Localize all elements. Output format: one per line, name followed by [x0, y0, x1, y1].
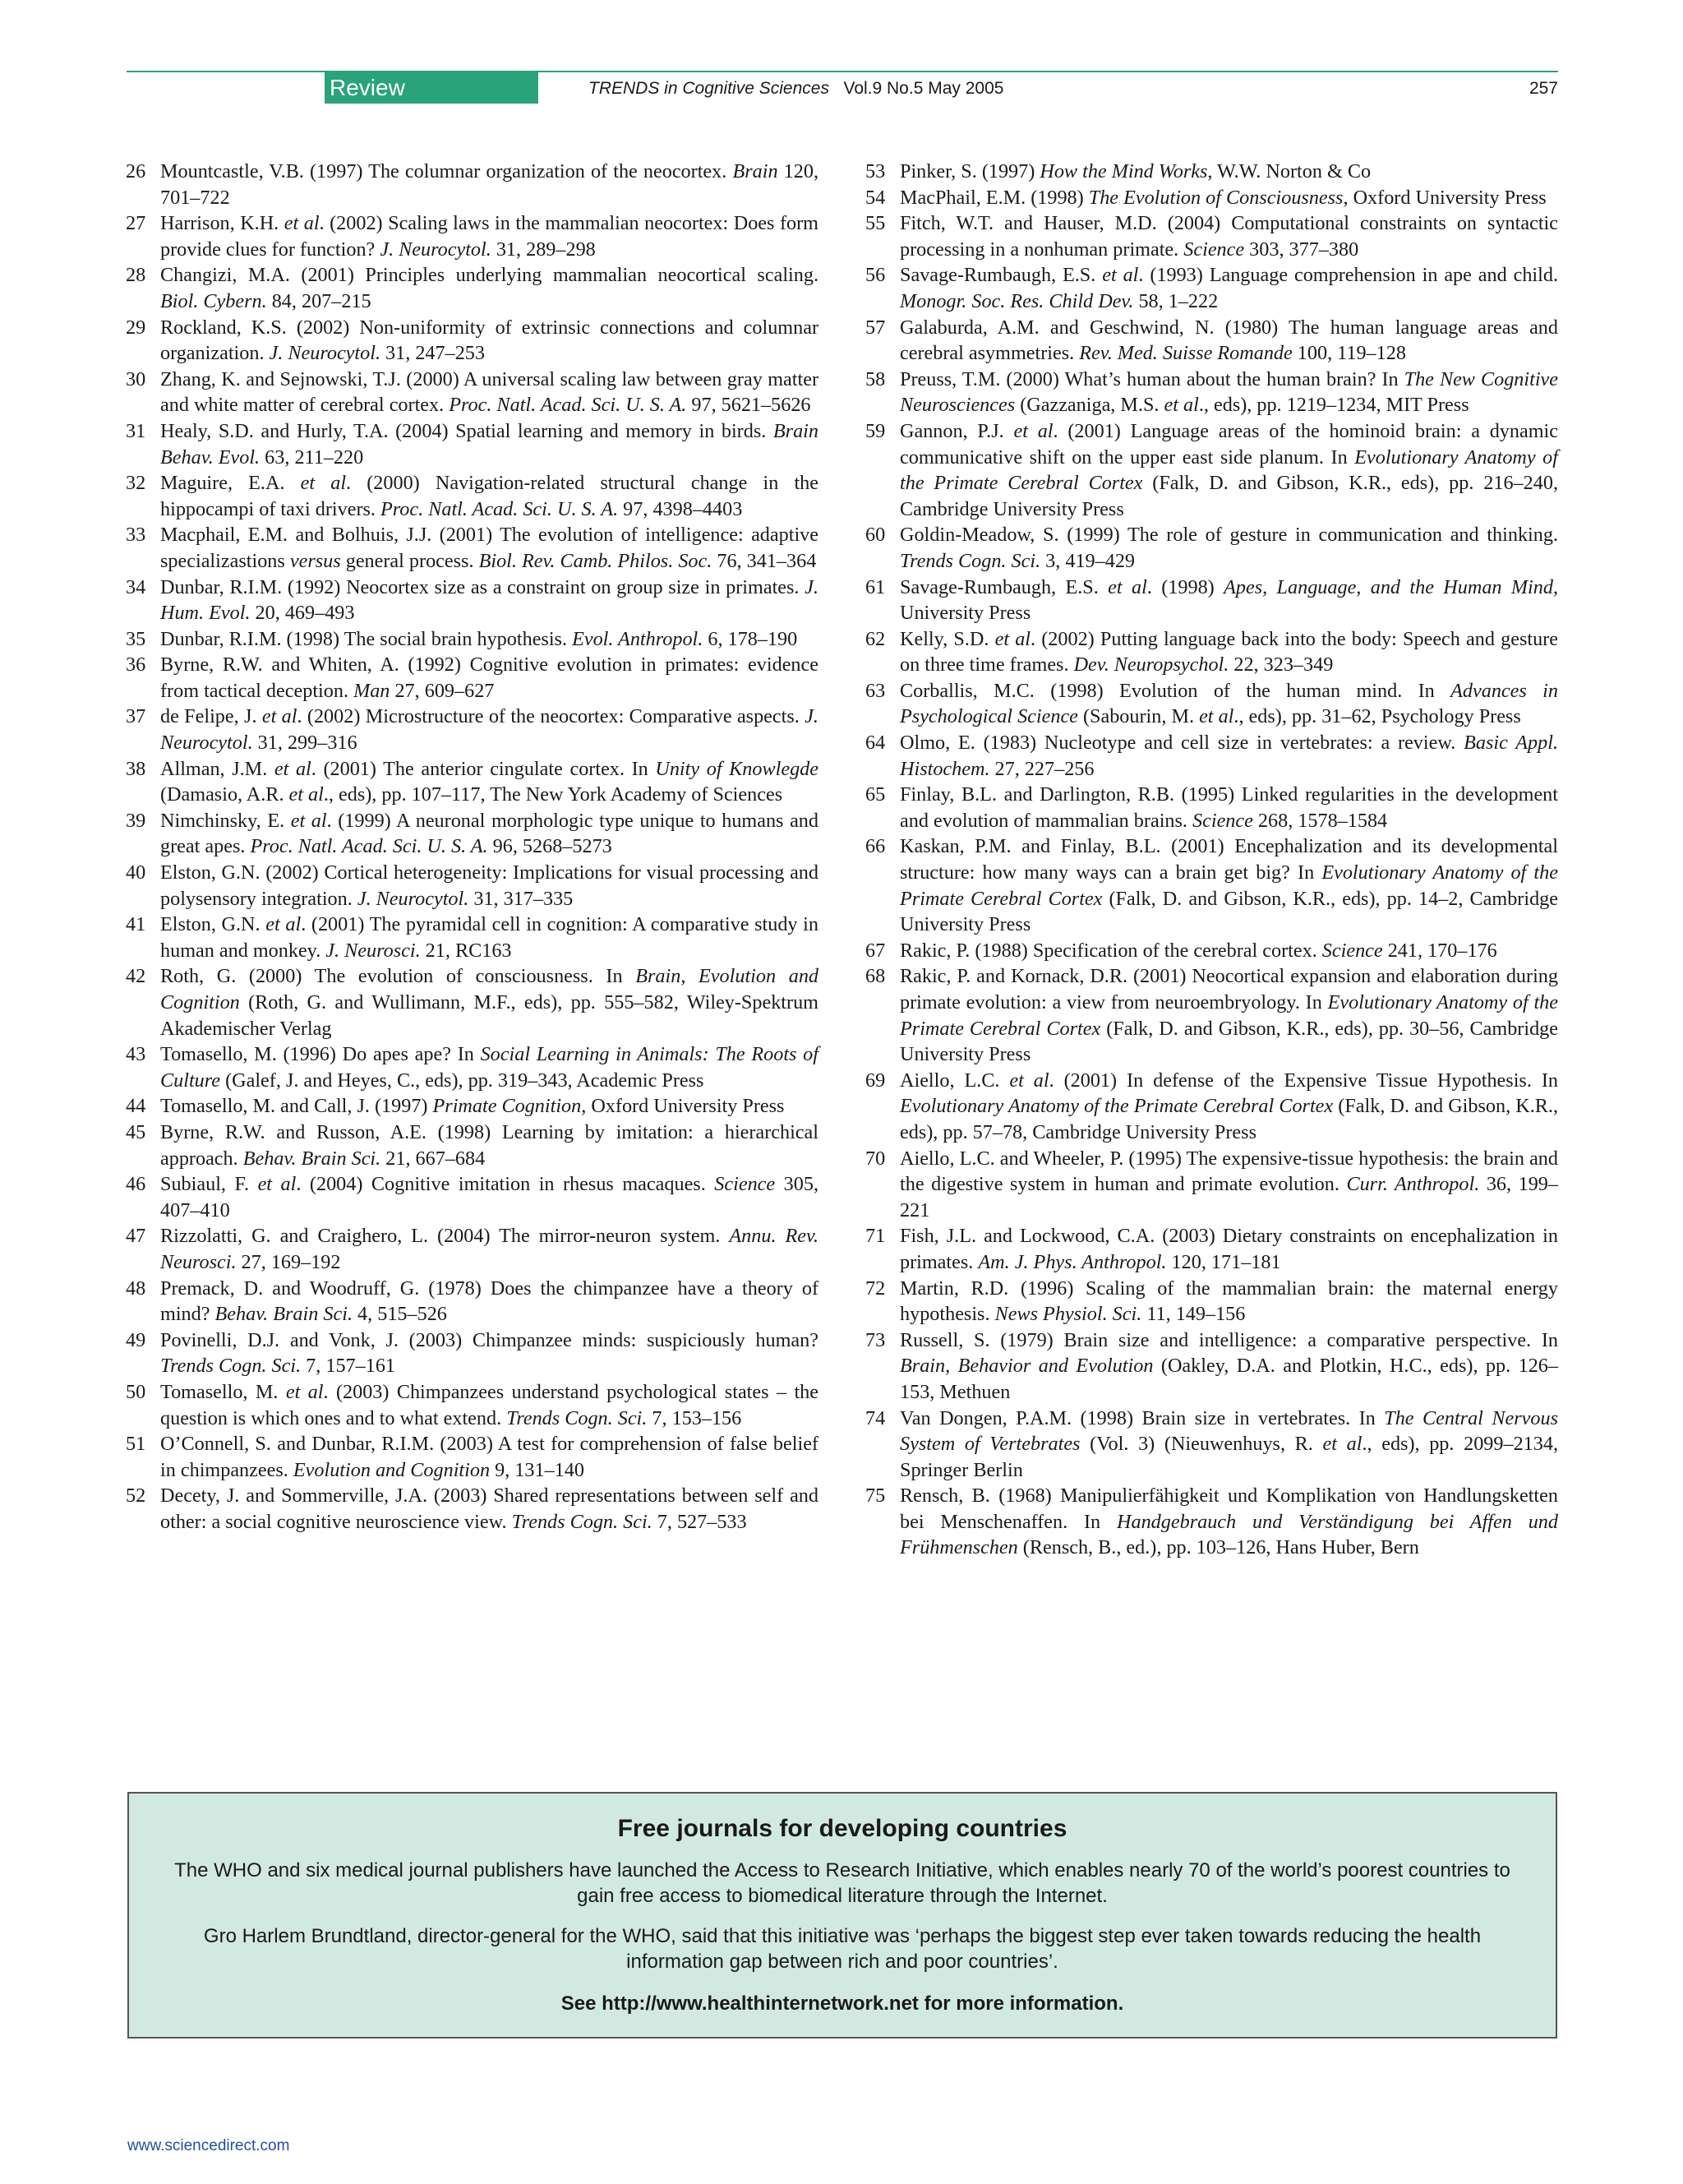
reference-text: de Felipe, J. et al. (2002) Microstructure of the neocortex: Comparative aspects. J. Neurocytol. 31, 299–316: [160, 705, 818, 755]
reference-text: Van Dongen, P.A.M. (1998) Brain size in vertebrates. In The Central Nervous System of Vertebrates (Vol. 3) (Nieuwenhuys, R. et al., eds), pp. 2099–2134, Springer Berlin: [900, 1406, 1559, 1481]
reference-text: Byrne, R.W. and Whiten, A. (1992) Cognitive evolution in primates: evidence from tactical deception. Man 27, 609–627: [160, 653, 818, 702]
reference-number: 36: [126, 653, 146, 676]
reference-item: [865, 678, 1558, 730]
reference-text: Preuss, T.M. (2000) What’s human about the human brain? In The New Cognitive Neurosciences (Gazzaniga, M.S. et al., eds), pp. 1219–1234, MIT Press: [900, 367, 1559, 417]
reference-number: 49: [126, 1328, 146, 1351]
reference-item: [126, 262, 818, 314]
reference-text: Maguire, E.A. et al. (2000) Navigation-related structural change in the hippocampi of taxi drivers. Proc. Natl. Acad. Sci. U. S. A. 97, 4398–4403: [160, 472, 818, 520]
reference-number: 56: [865, 264, 886, 287]
reference-text: Corballis, M.C. (1998) Evolution of the human mind. In Advances in Psychological Science (Sabourin, M. et al., eds), pp. 31–62, Psychology Press: [900, 679, 1559, 728]
reference-number: 61: [865, 575, 886, 598]
reference-text: Zhang, K. and Sejnowski, T.J. (2000) A universal scaling law between gray matter and white matter of cerebral cortex. Proc. Natl. Acad. Sci. U. S. A. 97, 5621–5626: [160, 367, 818, 417]
reference-number: 41: [126, 913, 146, 936]
reference-text: Tomasello, M. and Call, J. (1997) Primate Cognition, Oxford University Press: [160, 1095, 785, 1118]
reference-item: [865, 1223, 1558, 1275]
reference-item: [126, 1379, 818, 1431]
reference-number: 32: [126, 472, 146, 495]
reference-text: Dunbar, R.I.M. (1992) Neocortex size as a constraint on group size in primates. J. Hum. Evol. 20, 469–493: [160, 575, 818, 625]
reference-item: [126, 159, 818, 210]
reference-item: [865, 159, 1558, 185]
reference-item: [126, 210, 818, 262]
reference-number: 64: [865, 732, 886, 755]
reference-text: Elston, G.N. et al. (2001) The pyramidal cell in cognition: A comparative study in human and monkey. J. Neurosci. 21, RC163: [160, 913, 818, 962]
reference-text: Allman, J.M. et al. (2001) The anterior cingulate cortex. In Unity of Knowlegde (Damasio, A.R. et al., eds), pp. 107–117, The New York Academy of Sciences: [160, 757, 818, 806]
reference-text: Rensch, B. (1968) Manipulierfähigkeit und Komplikation von Handlungsketten bei Menschenaffen. In Handgebrauch und Verständigung bei Affen und Frühmenschen (Rensch, B., ed.), pp. 103–126, Hans Huber, Bern: [900, 1484, 1558, 1559]
reference-number: 43: [126, 1043, 146, 1066]
reference-item: [865, 210, 1558, 262]
reference-number: 35: [126, 627, 146, 650]
reference-text: Nimchinsky, E. et al. (1999) A neuronal morphologic type unique to humans and great apes. Proc. Natl. Acad. Sci. U. S. A. 96, 5268–5273: [160, 809, 818, 858]
reference-item: [126, 704, 818, 755]
reference-number: 69: [865, 1069, 886, 1092]
reference-item: [126, 912, 818, 963]
reference-item: [126, 575, 818, 626]
reference-number: 53: [865, 160, 886, 182]
reference-number: 28: [126, 264, 146, 287]
reference-number: 67: [865, 939, 886, 962]
reference-text: Gannon, P.J. et al. (2001) Language areas of the hominoid brain: a dynamic communicative shift on the upper east side planum. In Evolutionary Anatomy of the Primate Cerebral Cortex (Falk, D. and Gibson, K.R., eds), pp. 216–240, Cambridge University Press: [900, 419, 1558, 520]
reference-text: Galaburda, A.M. and Geschwind, N. (1980) The human language areas and cerebral asymmetries. Rev. Med. Suisse Romande 100, 119–128: [900, 316, 1558, 365]
reference-text: Changizi, M.A. (2001) Principles underlying mammalian neocortical scaling. Biol. Cybern. 84, 207–215: [160, 264, 818, 312]
reference-item: [126, 418, 818, 470]
reference-text: Aiello, L.C. and Wheeler, P. (1995) The expensive-tissue hypothesis: the brain and the digestive system in human and primate evolution. Curr. Anthropol. 36, 199–221: [900, 1147, 1558, 1221]
reference-text: Savage-Rumbaugh, E.S. et al. (1993) Language comprehension in ape and child. Monogr. Soc. Res. Child Dev. 58, 1–222: [900, 264, 1559, 312]
reference-text: Aiello, L.C. et al. (2001) In defense of the Expensive Tissue Hypothesis. In Evolutionary Anatomy of the Primate Cerebral Cortex (Falk, D. and Gibson, K.R., eds), pp. 57–78, Cambridge University Press: [900, 1069, 1558, 1143]
notice-more-info: See http://www.healthinternetwork.net for more information.: [560, 1992, 1124, 2015]
reference-text: Kelly, S.D. et al. (2002) Putting language back into the body: Speech and gesture on three time frames. Dev. Neuropsychol. 22, 323–349: [900, 627, 1558, 676]
reference-number: 54: [865, 186, 886, 209]
reference-item: [865, 262, 1558, 314]
reference-item: [126, 470, 818, 522]
reference-item: [126, 1093, 818, 1120]
reference-number: 68: [865, 965, 886, 988]
reference-item: [126, 963, 818, 1041]
reference-text: Finlay, B.L. and Darlington, R.B. (1995) Linked regularities in the development and evolution of mammalian brains. Science 268, 1578–1584: [900, 783, 1558, 832]
reference-text: Tomasello, M. et al. (2003) Chimpanzees understand psychological states – the question is which ones and to what extend. Trends Cogn. Sci. 7, 153–156: [160, 1380, 818, 1429]
reference-item: [865, 963, 1558, 1067]
reference-item: [126, 1431, 818, 1483]
reference-number: 59: [865, 419, 886, 442]
reference-number: 73: [865, 1328, 886, 1351]
reference-number: 52: [126, 1484, 146, 1508]
reference-number: 30: [126, 367, 146, 390]
section-label: Review: [325, 72, 538, 104]
reference-item: [126, 652, 818, 704]
reference-text: Russell, S. (1979) Brain size and intelligence: a comparative perspective. In Brain, Behavior and Evolution (Oakley, D.A. and Plotkin, H.C., eds), pp. 126–153, Methuen: [900, 1328, 1558, 1403]
reference-item: [865, 1406, 1558, 1484]
reference-number: 38: [126, 757, 146, 780]
reference-text: Rizzolatti, G. and Craighero, L. (2004) The mirror-neuron system. Annu. Rev. Neurosci. 27, 169–192: [160, 1225, 818, 1273]
reference-text: Tomasello, M. (1996) Do apes ape? In Social Learning in Animals: The Roots of Culture (Galef, J. and Heyes, C., eds), pp. 319–343, Academic Press: [160, 1043, 818, 1092]
reference-number: 45: [126, 1120, 146, 1143]
reference-item: [126, 315, 818, 367]
reference-text: Pinker, S. (1997) How the Mind Works, W.W. Norton & Co: [900, 160, 1372, 182]
reference-item: [865, 833, 1558, 937]
notice-paragraph: The WHO and six medical journal publishers have launched the Access to Research Initiative, which enables nearly 70 of the world’s poorest countries to gain free access to biomedical literature through the Internet.: [174, 1859, 1510, 1907]
reference-number: 62: [865, 627, 886, 650]
reference-text: Kaskan, P.M. and Finlay, B.L. (2001) Encephalization and its developmental structure: how many ways can a brain get big? In Evolutionary Anatomy of the Primate Cerebral Cortex (Falk, D. and Gibson, K.R., eds), pp. 14–2, Cambridge University Press: [900, 835, 1558, 936]
reference-item: [126, 1171, 818, 1223]
reference-text: MacPhail, E.M. (1998) The Evolution of Consciousness, Oxford University Press: [900, 186, 1547, 209]
notice-title: Free journals for developing countries: [617, 1815, 1067, 1842]
reference-item: [865, 1483, 1558, 1561]
reference-number: 60: [865, 524, 886, 547]
reference-number: 33: [126, 524, 146, 547]
reference-item: [865, 522, 1558, 574]
reference-item: [865, 730, 1558, 782]
reference-column-left: [126, 159, 818, 1535]
reference-text: Rockland, K.S. (2002) Non-uniformity of extrinsic connections and columnar organization. J. Neurocytol. 31, 247–253: [160, 316, 818, 365]
reference-item: [126, 1327, 818, 1379]
reference-item: [126, 1223, 818, 1275]
reference-number: 37: [126, 705, 146, 728]
reference-item: [126, 367, 818, 418]
reference-text: Povinelli, D.J. and Vonk, J. (2003) Chimpanzee minds: suspiciously human? Trends Cogn. Sci. 7, 157–161: [160, 1328, 818, 1378]
reference-number: 75: [865, 1484, 886, 1508]
reference-number: 39: [126, 809, 146, 832]
reference-number: 66: [865, 835, 886, 858]
reference-number: 44: [126, 1095, 146, 1118]
reference-number: 40: [126, 861, 146, 884]
reference-number: 46: [126, 1173, 146, 1196]
page-number: 257: [1529, 79, 1558, 98]
reference-number: 55: [865, 212, 886, 235]
reference-text: Roth, G. (2000) The evolution of consciousness. In Brain, Evolution and Cognition (Roth, G. and Wullimann, M.F., eds), pp. 555–582, Wiley-Spektrum Akademischer Verlag: [160, 965, 819, 1040]
reference-text: Subiaul, F. et al. (2004) Cognitive imitation in rhesus macaques. Science 305, 407–410: [160, 1173, 818, 1221]
reference-number: 42: [126, 965, 146, 988]
notice-box: [127, 1792, 1557, 2039]
reference-number: 31: [126, 419, 146, 442]
reference-item: [865, 938, 1558, 964]
reference-item: [865, 185, 1558, 211]
reference-text: Savage-Rumbaugh, E.S. et al. (1998) Apes, Language, and the Human Mind, University Press: [900, 575, 1558, 625]
reference-number: 71: [865, 1225, 886, 1248]
reference-item: [865, 1327, 1558, 1406]
reference-text: Macphail, E.M. and Bolhuis, J.J. (2001) The evolution of intelligence: adaptive specializastions versus general process. Biol. Rev. Camb. Philos. Soc. 76, 341–364: [160, 524, 818, 572]
reference-text: Elston, G.N. (2002) Cortical heterogeneity: Implications for visual processing and polysensory integration. J. Neurocytol. 31, 317–335: [160, 861, 818, 910]
reference-number: 27: [126, 212, 146, 235]
reference-item: [865, 418, 1558, 522]
reference-item: [865, 782, 1558, 833]
issue-info: Vol.9 No.5 May 2005: [843, 79, 1004, 98]
reference-number: 70: [865, 1147, 886, 1170]
reference-number: 47: [126, 1225, 146, 1248]
reference-item: [126, 1120, 818, 1171]
reference-text: Mountcastle, V.B. (1997) The columnar organization of the neocortex. Brain 120, 701–722: [160, 160, 818, 209]
reference-text: Byrne, R.W. and Russon, A.E. (1998) Learning by imitation: a hierarchical approach. Behav. Brain Sci. 21, 667–684: [160, 1120, 818, 1170]
journal-info: [588, 79, 1003, 99]
reference-number: 72: [865, 1277, 886, 1300]
reference-number: 34: [126, 575, 146, 598]
notice-paragraph: Gro Harlem Brundtland, director-general for the WHO, said that this initiative was ‘perhaps the biggest step ever taken towards reducing the health information gap between rich and poor countries’.: [203, 1925, 1482, 1973]
reference-number: 29: [126, 316, 146, 339]
reference-item: [126, 1483, 818, 1535]
footer-url[interactable]: www.sciencedirect.com: [127, 2137, 290, 2154]
reference-text: Healy, S.D. and Hurly, T.A. (2004) Spatial learning and memory in birds. Brain Behav. Evol. 63, 211–220: [160, 419, 818, 469]
reference-number: 50: [126, 1380, 146, 1403]
reference-text: Harrison, K.H. et al. (2002) Scaling laws in the mammalian neocortex: Does form provide clues for function? J. Neurocytol. 31, 289–298: [160, 212, 818, 261]
reference-text: Decety, J. and Sommerville, J.A. (2003) Shared representations between self and other: a social cognitive neuroscience view. Trends Cogn. Sci. 7, 527–533: [160, 1484, 818, 1533]
reference-item: [865, 626, 1558, 678]
reference-text: O’Connell, S. and Dunbar, R.I.M. (2003) A test for comprehension of false belief in chimpanzees. Evolution and Cognition 9, 131–140: [160, 1433, 818, 1481]
reference-number: 63: [865, 679, 886, 702]
reference-number: 74: [865, 1406, 886, 1429]
reference-number: 57: [865, 316, 886, 339]
reference-item: [865, 315, 1558, 367]
reference-item: [126, 1276, 818, 1327]
reference-item: [126, 860, 818, 912]
reference-text: Olmo, E. (1983) Nucleotype and cell size in vertebrates: a review. Basic Appl. Histochem. 27, 227–256: [900, 732, 1558, 780]
reference-number: 26: [126, 160, 146, 182]
reference-text: Premack, D. and Woodruff, G. (1978) Does the chimpanzee have a theory of mind? Behav. Brain Sci. 4, 515–526: [160, 1277, 818, 1326]
reference-item: [126, 756, 818, 808]
reference-number: 48: [126, 1277, 146, 1300]
reference-item: [865, 1068, 1558, 1146]
reference-item: [865, 1276, 1558, 1327]
reference-text: Goldin-Meadow, S. (1999) The role of gesture in communication and thinking. Trends Cogn. Sci. 3, 419–429: [900, 524, 1558, 572]
reference-item: [126, 626, 818, 653]
reference-item: [126, 808, 818, 860]
reference-text: Rakic, P. and Kornack, D.R. (2001) Neocortical expansion and elaboration during primate evolution: a view from neuroembryology. In Evolutionary Anatomy of the Primate Cerebral Cortex (Falk, D. and Gibson, K.R., eds), pp. 30–56, Cambridge University Press: [900, 965, 1559, 1066]
reference-item: [865, 1146, 1558, 1224]
reference-text: Martin, R.D. (1996) Scaling of the mammalian brain: the maternal energy hypothesis. News Physiol. Sci. 11, 149–156: [900, 1277, 1558, 1326]
reference-item: [126, 522, 818, 574]
journal-name: TRENDS in Cognitive Sciences: [588, 79, 829, 98]
reference-column-right: [865, 159, 1558, 1561]
reference-number: 58: [865, 367, 886, 390]
reference-number: 51: [126, 1433, 146, 1456]
reference-text: Fitch, W.T. and Hauser, M.D. (2004) Computational constraints on syntactic processing in a nonhuman primate. Science 303, 377–380: [900, 212, 1558, 261]
reference-item: [126, 1041, 818, 1093]
reference-item: [865, 575, 1558, 626]
reference-text: Dunbar, R.I.M. (1998) The social brain hypothesis. Evol. Anthropol. 6, 178–190: [160, 627, 798, 650]
reference-number: 65: [865, 783, 886, 806]
reference-text: Rakic, P. (1988) Specification of the cerebral cortex. Science 241, 170–176: [900, 939, 1497, 962]
reference-item: [865, 367, 1558, 418]
reference-text: Fish, J.L. and Lockwood, C.A. (2003) Dietary constraints on encephalization in primates. Am. J. Phys. Anthropol. 120, 171–181: [900, 1225, 1558, 1273]
